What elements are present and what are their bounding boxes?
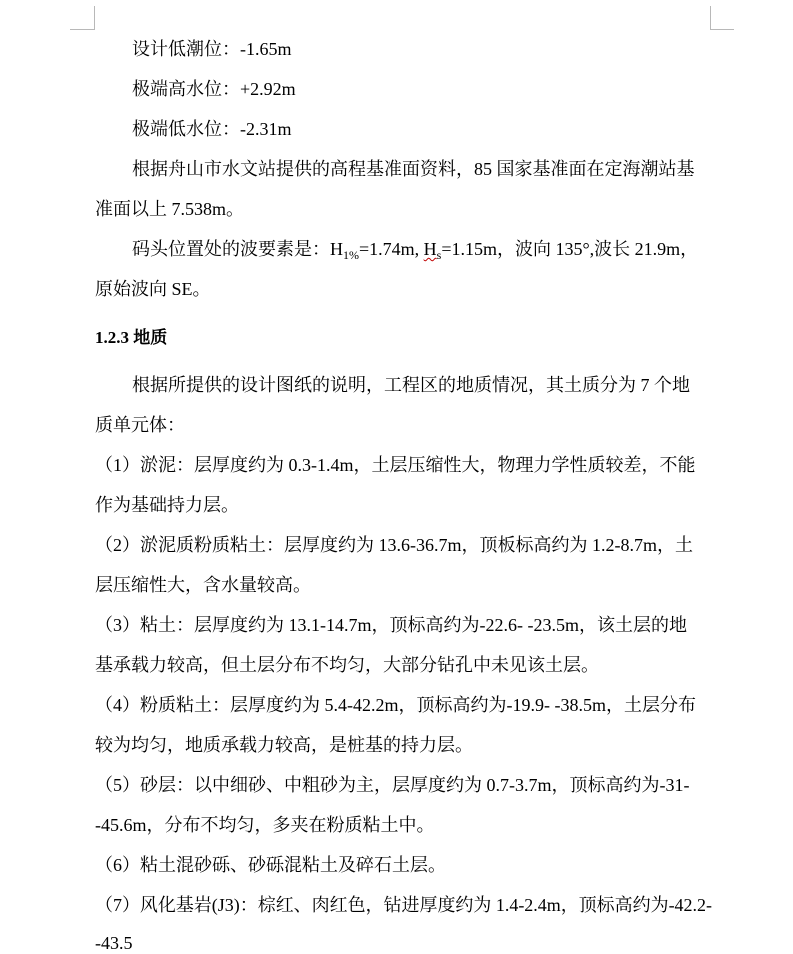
layer-5-line-1: （5）砂层：以中细砂、中粗砂为主，层厚度约为 0.7-3.7m，顶标高约为-31- [95,775,690,795]
layer-5-line-2: -45.6m，分布不均匀，多夹在粉质粘土中。 [95,815,435,835]
wave-paragraph-line-1 [132,238,698,266]
wave-hs-letter: H [423,239,437,259]
layer-3-line-1: （3）粘土：层厚度约为 13.1-14.7m，顶标高约为-22.6- -23.5m，该土层的地 [95,615,687,635]
extreme-high-water-line: 极端高水位：+2.92m [132,79,296,99]
layer-3-line-2: 基承载力较高，但土层分布不均匀，大部分钻孔中未见该土层。 [95,655,599,675]
wave-text-prefix: 码头位置处的波要素是：H [132,239,343,259]
margin-mark-top-right [710,29,734,30]
geology-intro-line-2: 质单元体： [95,415,185,435]
wave-text-mid: =1.74m, [359,239,424,259]
layer-2-line-1: （2）淤泥质粉质粘土：层厚度约为 13.6-36.7m，顶板标高约为 1.2-8.7m，土 [95,535,693,555]
layer-6-line: （6）粘土混砂砾、砂砾混粘土及碎石土层。 [95,855,446,875]
datum-paragraph-line-2: 准面以上 7.538m。 [95,199,245,219]
layer-1-line-1: （1）淤泥：层厚度约为 0.3-1.4m，土层压缩性大，物理力学性质较差，不能 [95,455,696,475]
margin-mark-top-left [94,6,95,30]
layer-7-line-1: （7）风化基岩(J3)：棕红、肉红色，钻进厚度约为 1.4-2.4m，顶标高约为-42.2- [95,895,712,915]
wave-hs-symbol [423,239,442,262]
wave-paragraph-line-2: 原始波向 SE。 [95,279,211,299]
datum-paragraph-line-1: 根据舟山市水文站提供的高程基准面资料，85 国家基准面在定海潮站基 [132,159,695,179]
wave-subscript-1pct: 1% [343,248,359,262]
margin-mark-top-left [70,29,94,30]
layer-4-line-1: （4）粉质粘土：层厚度约为 5.4-42.2m，顶标高约为-19.9- -38.5m，土层分布 [95,695,696,715]
wave-text-suffix: =1.15m，波向 135°,波长 21.9m， [441,239,699,259]
layer-2-line-2: 层压缩性大，含水量较高。 [95,575,311,595]
design-low-tide-line: 设计低潮位：-1.65m [132,39,292,59]
margin-mark-top-right [710,6,711,30]
extreme-low-water-line: 极端低水位：-2.31m [132,119,292,139]
geology-intro-line-1: 根据所提供的设计图纸的说明，工程区的地质情况，其土质分为 7 个地 [132,375,690,395]
layer-4-line-2: 较为均匀，地质承载力较高，是桩基的持力层。 [95,735,473,755]
section-heading: 1.2.3 地质 [95,328,168,347]
wave-subscript-s: s [436,248,442,262]
layer-1-line-2: 作为基础持力层。 [95,495,239,515]
layer-7-line-2: -43.5 [95,933,133,953]
